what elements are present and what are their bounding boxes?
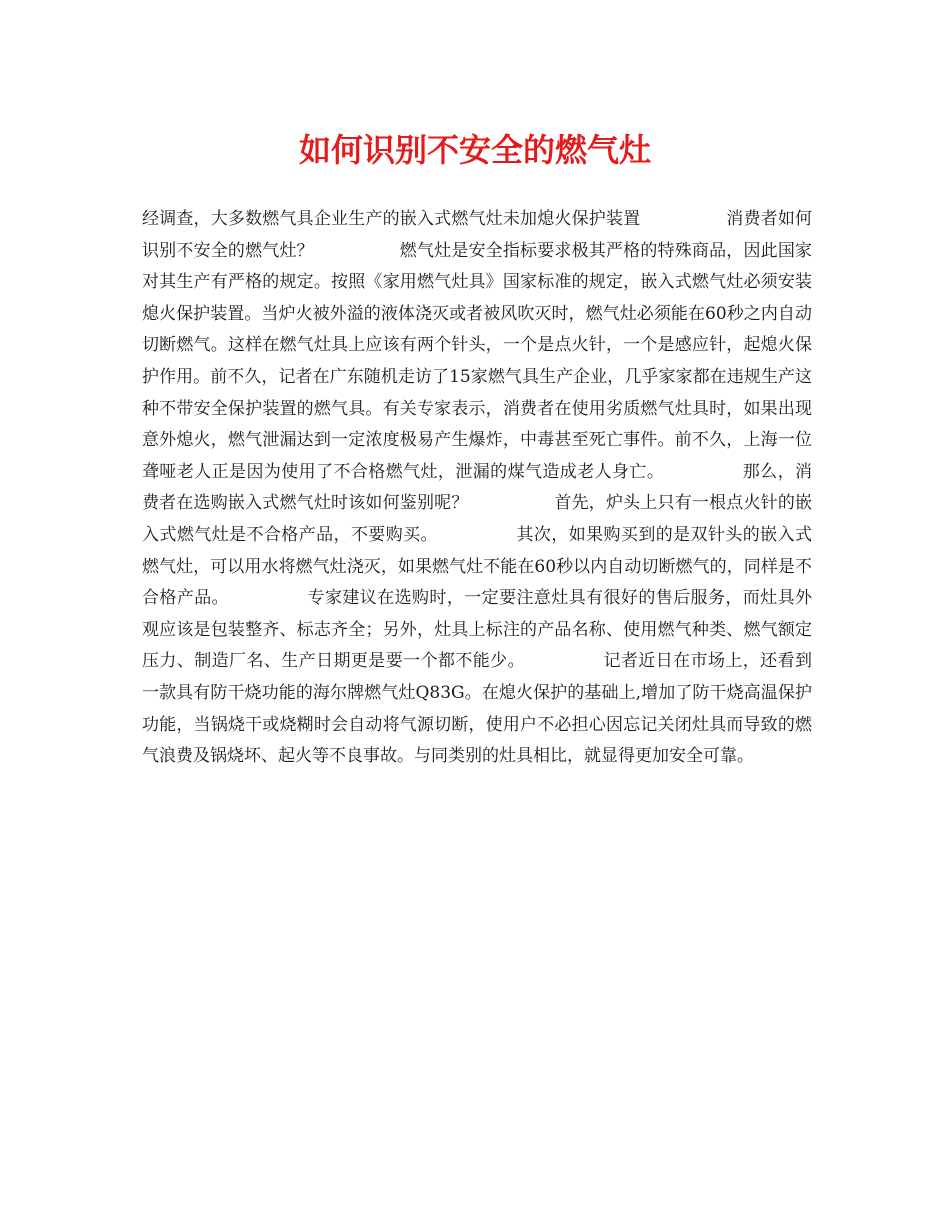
document-title: 如何识别不安全的燃气灶 xyxy=(298,131,651,169)
document-body: 经调查，大多数燃气具企业生产的嵌入式燃气灶未加熄火保护装置 消费者如何识别不安全的燃气灶？ 燃气灶是安全指标要求极其严格的特殊商品，因此国家对其生产有严格的规定。按照《家用燃气灶具》国家标准的规定，嵌入式燃气灶必须安装熄火保护装置。当炉火被外溢的液体浇灭或者被风吹灭时，燃气灶必须能在60秒之内自动切断燃气。这样在燃气灶具上应该有两个针头，一个是点火针，一个是感应针，起熄火保护作用。前不久，记者在广东随机走访了15家燃气具生产企业，几乎家家都在违规生产这种不带安全保护装置的燃气具。有关专家表示，消费者在使用劣质燃气灶具时，如果出现意外熄火，燃气泄漏达到一定浓度极易产生爆炸，中毒甚至死亡事件。前不久，上海一位聋哑老人正是因为使用了不合格燃气灶，泄漏的煤气造成老人身亡。 那么，消费者在选购嵌入式燃气灶时该如何鉴别呢？ 首先，炉头上只有一根点火针的嵌入式燃气灶是不合格产品，不要购买。 其次，如果购买到的是双针头的嵌入式燃气灶，可以用水将燃气灶浇灭，如果燃气灶不能在60秒以内自动切断燃气的，同样是不合格产品。 专家建议在选购时，一定要注意灶具有很好的售后服务，而灶具外观应该是包装整齐、标志齐全；另外，灶具上标注的产品名称、使用燃气种类、燃气额定压力、制造厂名、生产日期更是要一个都不能少。 记者近日在市场上，还看到一款具有防干烧功能的海尔牌燃气灶Q83G。在熄火保护的基础上,增加了防干烧高温保护功能，当锅烧干或烧糊时会自动将气源切断，使用户不必担心因忘记关闭灶具而导致的燃气浪费及锅烧坏、起火等不良事故。与同类别的灶具相比，就显得更加安全可靠。 xyxy=(142,209,812,767)
